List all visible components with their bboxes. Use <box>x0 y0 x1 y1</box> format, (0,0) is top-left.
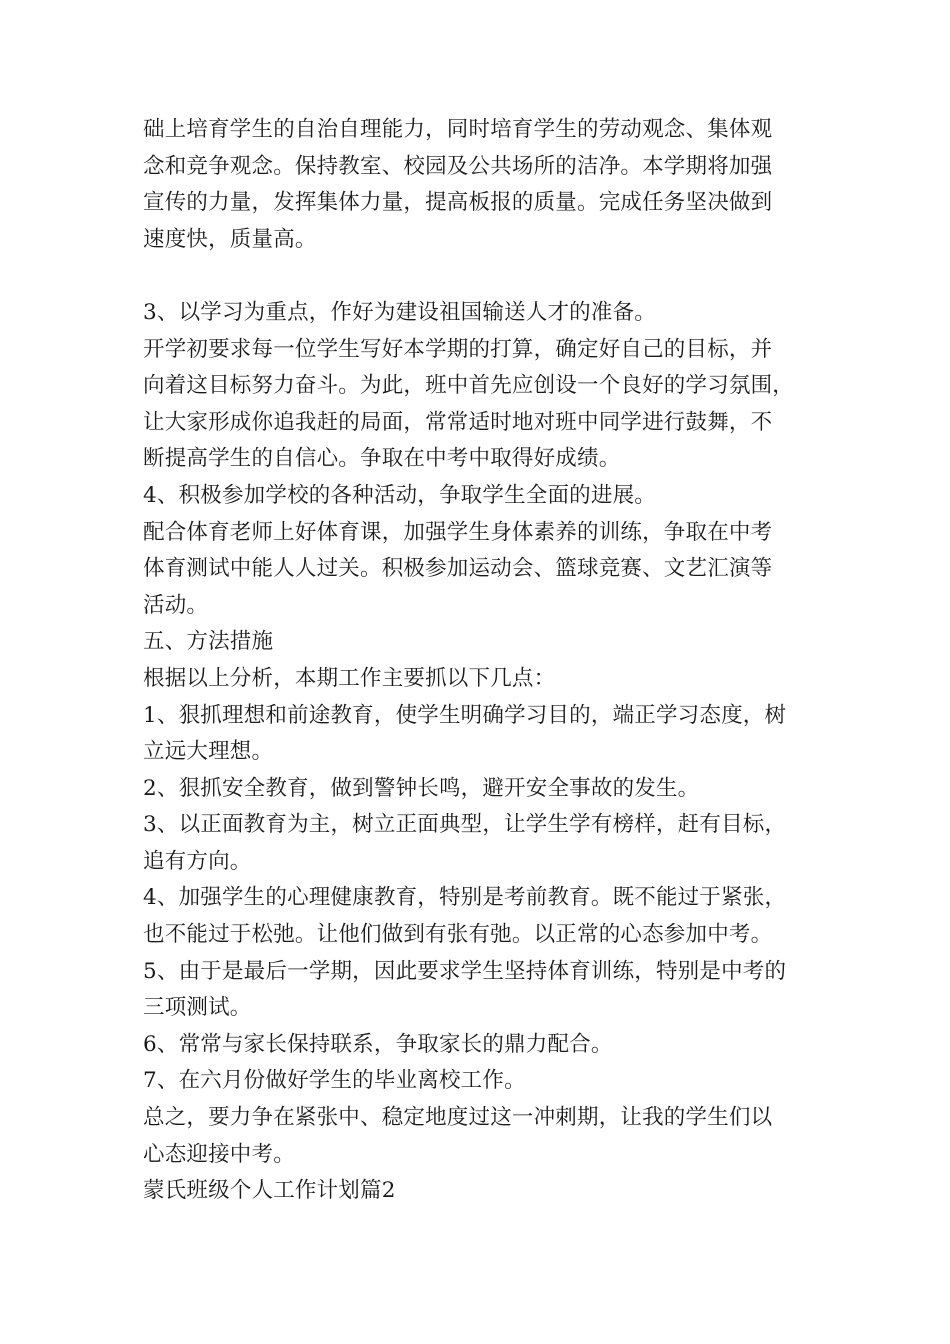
text-line: 三项测试。 <box>143 995 252 1021</box>
text-line: 根据以上分析，本期工作主要抓以下几点： <box>143 665 556 691</box>
text-line: 念和竞争观念。保持教室、校园及公共场所的洁净。本学期将加强 <box>143 153 773 179</box>
blank-line <box>143 258 833 295</box>
document-body <box>143 112 833 1210</box>
section-heading: 3、以学习为重点，作好为建设祖国输送人才的准备。 <box>143 299 656 325</box>
text-line: 础上培育学生的自治自理能力，同时培育学生的劳动观念、集体观 <box>143 117 773 142</box>
text-line: 体育测试中能人人过关。积极参加运动会、篮球竞赛、文艺汇演等 <box>143 556 773 582</box>
text-line: 也不能过于松弛。让他们做到有张有弛。以正常的心态参加中考。 <box>143 922 773 948</box>
list-item: 3、以正面教育为主，树立正面典型，让学生学有榜样，赶有目标， <box>143 812 787 838</box>
text-line: 速度快，质量高。 <box>143 226 317 252</box>
text-line: 开学初要求每一位学生写好本学期的打算，确定好自己的目标，并 <box>143 336 773 362</box>
text-line: 向着这目标努力奋斗。为此，班中首先应创设一个良好的学习氛围， <box>143 373 795 399</box>
section-heading: 五、方法措施 <box>143 629 274 655</box>
article-title: 蒙氏班级个人工作计划篇2 <box>143 1178 396 1204</box>
section-heading: 4、积极参加学校的各种活动，争取学生全面的进展。 <box>143 482 656 508</box>
text-line: 追有方向。 <box>143 848 252 874</box>
text-line: 心态迎接中考。 <box>143 1141 295 1167</box>
list-item: 7、在六月份做好学生的毕业离校工作。 <box>143 1068 526 1094</box>
list-item: 5、由于是最后一学期，因此要求学生坚持体育训练，特别是中考的 <box>143 958 787 984</box>
text-line: 配合体育老师上好体育课，加强学生身体素养的训练，争取在中考 <box>143 519 773 545</box>
text-line: 断提高学生的自信心。争取在中考中取得好成绩。 <box>143 446 621 472</box>
list-item: 1、狠抓理想和前途教育，使学生明确学习目的，端正学习态度，树 <box>143 702 787 728</box>
list-item: 6、常常与家长保持联系，争取家长的鼎力配合。 <box>143 1031 613 1057</box>
text-line: 宣传的力量，发挥集体力量，提高板报的质量。完成任务坚决做到 <box>143 190 773 216</box>
text-line: 活动。 <box>143 592 209 618</box>
list-item: 2、狠抓安全教育，做到警钟长鸣，避开安全事故的发生。 <box>143 775 700 801</box>
text-line: 立远大理想。 <box>143 739 274 765</box>
list-item: 4、加强学生的心理健康教育，特别是考前教育。既不能过于紧张， <box>143 885 787 911</box>
text-line: 让大家形成你追我赶的局面，常常适时地对班中同学进行鼓舞，不 <box>143 409 773 435</box>
text-line: 总之，要力争在紧张中、稳定地度过这一冲刺期，让我的学生们以 <box>143 1105 773 1131</box>
